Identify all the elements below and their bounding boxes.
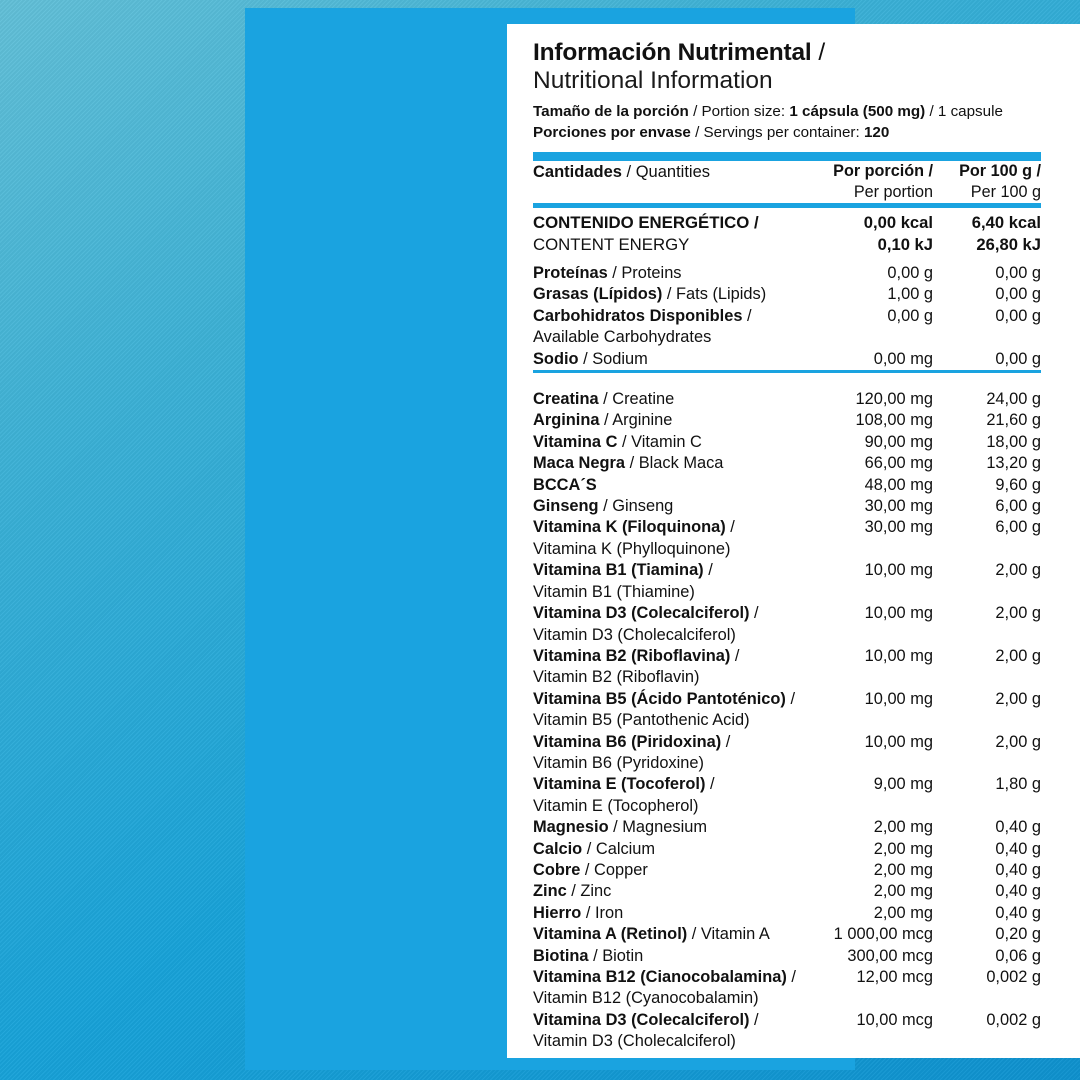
nutrient-name-es: Calcio [533,839,583,858]
nutrient-name-separator: / [588,946,603,965]
table-row [533,732,1041,775]
nutrient-name-es: Carbohidratos Disponibles [533,306,743,325]
nutrient-per-100g: 0,20 g [995,925,1041,944]
nutrient-name-separator: / [703,561,713,580]
nutrient-per-100g: 0,00 g [995,264,1041,282]
nutrient-per-portion: 2,00 mg [873,882,933,901]
energy-per-100g-kcal: 6,40 kcal [971,213,1041,232]
nutrient-name-en-line2: Vitamin B12 (Cyanocobalamin) [533,989,759,1008]
nutrient-per-portion: 48,00 mg [864,475,933,494]
table-row [533,774,1041,817]
nutrient-name [533,881,821,902]
label-header [533,38,1057,143]
nutrient-name-es: Ginseng [533,497,599,516]
table-row [533,967,1041,1010]
nutrient-name-en-line2: Vitamin D3 (Cholecalciferol) [533,625,736,644]
table-row [533,349,1041,370]
nutrient-per-portion: 10,00 mg [864,604,933,623]
nutrient-name-es: Vitamina D3 (Colecalciferol) [533,604,750,623]
nutrient-name-es: Biotina [533,946,589,965]
nutrient-name-en-line2: Available Carbohydrates [533,328,712,347]
nutrient-per-portion: 10,00 mg [864,689,933,708]
nutrient-name-es: Vitamina D3 (Colecalciferol) [533,1010,750,1029]
table-row [533,475,1041,496]
nutrient-name-separator: / [662,285,677,304]
per-portion-header [821,161,933,203]
nutrient-per-100g: 18,00 g [986,432,1041,451]
nutrient-name-es: Arginina [533,411,600,430]
nutrient-per-100g: 0,06 g [995,946,1041,965]
macros-body [533,263,1041,370]
nutrient-name [533,306,821,349]
title-english: Nutritional Information [533,67,773,94]
nutrient-name-en: Biotin [602,946,644,965]
nutrient-name-en: Creatine [612,390,675,409]
nutrient-name-separator: / [749,604,759,623]
nutrient-name [533,349,821,370]
nutrient-per-100g: 24,00 g [986,390,1041,409]
nutrient-per-portion: 12,00 mcg [856,968,933,986]
energy-per-100g [933,208,1041,256]
nutrient-per-portion: 90,00 mg [864,432,933,451]
nutrient-name-es: Sodio [533,349,579,368]
per-portion-header-en: Per portion [853,183,933,201]
per-100g-header-es: Por 100 g / [959,162,1041,180]
nutrient-name-separator: / [580,860,595,879]
nutrient-name [533,496,821,517]
nutrient-name-separator: / [607,264,622,282]
nutrient-per-100g: 9,60 g [995,475,1041,494]
table-row [533,881,1041,902]
nutrient-per-portion: 120,00 mg [855,390,933,409]
nutrient-name-separator: / [598,390,613,409]
nutrient-name-separator: / [730,646,740,665]
portion-size-label-en: / Portion size: [693,103,786,120]
nutrient-name-en: Vitamin A [700,925,770,944]
nutrient-per-portion: 0,00 mg [873,349,933,368]
nutrient-name-en-line2: Vitamin B2 (Riboflavin) [533,668,700,687]
nutrient-name [533,967,821,1010]
energy-name [533,208,821,256]
header-divider-thick [533,152,1041,161]
table-row [533,1010,1041,1053]
nutrients-body [533,389,1041,1053]
table-row [533,432,1041,453]
nutrient-name [533,860,821,881]
nutrient-name-separator: / [786,968,796,986]
per-portion-header-es: Por porción / [833,162,933,180]
blue-frame [245,8,1041,1070]
nutrient-name-separator: / [598,497,613,516]
servings-line [533,122,1057,143]
nutrient-per-portion: 1,00 g [887,285,933,304]
nutrient-per-portion: 10,00 mcg [856,1010,933,1029]
nutrient-name [533,389,821,410]
nutrient-name-es: BCCA´S [533,475,597,494]
nutrient-name-es: Vitamina B6 (Piridoxina) [533,732,722,751]
nutrient-per-100g: 0,40 g [995,882,1041,901]
table-row [533,603,1041,646]
nutrient-per-portion: 0,00 g [887,306,933,325]
nutrient-name [533,603,821,646]
nutrient-name [533,284,821,305]
nutrient-name-separator: / [625,454,639,473]
per-100g-header-en: Per 100 g [970,183,1041,201]
per-100g-header [933,161,1041,203]
portion-size-label-es: Tamaño de la porción [533,103,689,120]
nutrient-name-en: Iron [594,903,624,922]
nutrient-per-portion: 10,00 mg [864,561,933,580]
label-content [533,38,1057,1053]
nutrient-name-en-line2: Vitamin B5 (Pantothenic Acid) [533,711,750,730]
nutrient-per-portion: 1 000,00 mcg [833,925,933,944]
nutrient-name-es: Cobre [533,860,581,879]
table-row [533,839,1041,860]
nutrient-name-en: Fats (Lipids) [676,285,767,304]
nutrient-name-separator: / [749,1010,759,1029]
table-row [533,560,1041,603]
table-row [533,946,1041,967]
nutrient-per-100g: 13,20 g [986,454,1041,473]
nutrient-name-en: Ginseng [612,497,674,516]
table-row [533,410,1041,431]
nutrient-name-en: Proteins [621,264,682,282]
nutrient-name [533,263,821,284]
nutrient-name-separator: / [578,349,593,368]
nutrient-name [533,410,821,431]
nutrient-name [533,475,821,496]
nutrition-label-card [507,24,1080,1058]
nutrient-per-100g: 6,00 g [995,497,1041,516]
nutrient-name-separator: / [785,689,795,708]
table-row [533,496,1041,517]
table-row [533,306,1041,349]
table-header-row [533,161,1041,203]
title-slash: / [818,39,826,66]
energy-per-100g-kj: 26,80 kJ [976,235,1041,254]
nutrient-name-es: Vitamina C [533,432,618,451]
nutrient-name-es: Hierro [533,903,582,922]
table-row [533,517,1041,560]
table-row [533,263,1041,284]
quantities-header [533,161,821,203]
nutrient-name [533,774,821,817]
nutrient-name [533,432,821,453]
nutrient-name-en: Calcium [595,839,656,858]
table-row-energy [533,208,1041,256]
nutrient-name-es: Creatina [533,390,599,409]
nutrient-name-separator: / [687,925,701,944]
nutrient-name-en-line2: Vitamin D3 (Cholecalciferol) [533,1032,736,1051]
servings-label-es: Porciones por envase [533,124,691,141]
nutrient-name-separator: / [608,818,623,837]
nutrient-name [533,903,821,924]
portion-size-line [533,101,1057,122]
nutrient-per-100g: 0,00 g [995,306,1041,325]
nutrient-name-es: Vitamina B5 (Ácido Pantoténico) [533,689,786,708]
nutrient-name-es: Vitamina A (Retinol) [533,925,688,944]
nutrient-per-100g: 2,00 g [995,646,1041,665]
nutrient-per-portion: 30,00 mg [864,497,933,516]
nutrient-per-portion: 108,00 mg [855,411,933,430]
energy-per-portion-kcal: 0,00 kcal [863,213,933,232]
nutrient-name-es: Proteínas [533,264,608,282]
nutrient-per-portion: 9,00 mg [873,775,933,794]
nutrient-name [533,517,821,560]
nutrient-name-separator: / [581,903,595,922]
nutrient-name-es: Vitamina K (Filoquinona) [533,518,726,537]
portion-size-value-en: / 1 capsule [929,103,1003,120]
nutrient-name [533,839,821,860]
nutrient-per-portion: 2,00 mg [873,860,933,879]
energy-gap [533,256,1041,263]
nutrient-per-100g: 0,002 g [986,968,1041,986]
nutrient-name-separator: / [582,839,596,858]
nutrient-per-portion: 300,00 mcg [847,946,933,965]
nutrients-table [533,373,1041,1053]
nutrient-name-en-line2: Vitamina K (Phylloquinone) [533,539,731,558]
quantities-label-en: / Quantities [626,163,710,181]
servings-value: 120 [863,124,890,141]
table-row [533,453,1041,474]
nutrient-per-100g: 0,40 g [995,903,1041,922]
quantities-label-es: Cantidades [533,163,622,181]
nutrient-per-100g: 0,002 g [986,1010,1041,1029]
nutrient-name-es: Vitamina B12 (Cianocobalamina) [533,968,787,986]
table-row [533,284,1041,305]
nutrient-name-en: Black Maca [638,454,724,473]
nutrient-per-portion: 2,00 mg [873,903,933,922]
title-spanish: Información Nutrimental [533,39,812,66]
table-row [533,924,1041,945]
nutrient-name-en-line2: Vitamin B6 (Pyridoxine) [533,753,704,772]
nutrient-per-100g: 0,40 g [995,860,1041,879]
nutrient-per-100g: 0,00 g [995,285,1041,304]
nutrient-name-es: Zinc [533,882,567,901]
nutrient-per-100g: 2,00 g [995,561,1041,580]
nutrient-name-es: Maca Negra [533,454,626,473]
nutrient-per-portion: 30,00 mg [864,518,933,537]
nutrient-per-portion: 0,00 g [887,264,933,282]
nutrient-per-portion: 66,00 mg [864,454,933,473]
macros-table [533,208,1041,370]
energy-name-es: CONTENIDO ENERGÉTICO / [533,213,759,232]
nutrient-per-portion: 2,00 mg [873,839,933,858]
nutrient-name-separator: / [725,518,735,537]
energy-name-en: CONTENT ENERGY [533,235,690,254]
nutrient-name-en: Magnesium [622,818,707,837]
nutrient-name-separator: / [566,882,581,901]
nutrient-name-en: Sodium [592,349,648,368]
nutrient-name-en: Arginine [612,411,673,430]
nutrient-per-100g: 0,00 g [995,349,1041,368]
table-row [533,860,1041,881]
nutrient-name [533,560,821,603]
nutrient-name-en: Vitamin C [631,432,702,451]
nutrient-name-es: Magnesio [533,818,609,837]
nutrient-name-en-line2: Vitamin B1 (Thiamine) [533,582,695,601]
nutrient-name-separator: / [742,306,752,325]
nutrient-name-es: Vitamina E (Tocoferol) [533,775,706,794]
nutrient-per-100g: 6,00 g [995,518,1041,537]
serving-info [533,101,1057,143]
nutrient-per-100g: 2,00 g [995,689,1041,708]
energy-per-portion [821,208,933,256]
nutrient-per-portion: 2,00 mg [873,818,933,837]
table-row [533,817,1041,838]
nutrient-name-separator: / [705,775,715,794]
nutrient-name [533,453,821,474]
nutrient-per-portion: 10,00 mg [864,646,933,665]
nutrient-name-separator: / [617,432,632,451]
nutrient-name-en: Zinc [580,882,612,901]
nutrient-name [533,689,821,732]
nutrient-per-100g: 1,80 g [995,775,1041,794]
nutrient-name [533,732,821,775]
nutrient-name-es: Vitamina B2 (Riboflavina) [533,646,731,665]
portion-size-value-es: 1 cápsula (500 mg) [789,103,926,120]
nutrient-name [533,946,821,967]
table-row [533,389,1041,410]
nutrient-per-100g: 0,40 g [995,818,1041,837]
page-title [533,38,1057,68]
nutrient-name [533,817,821,838]
table-row [533,903,1041,924]
energy-per-portion-kj: 0,10 kJ [877,235,933,254]
nutrient-name [533,924,821,945]
table-row [533,646,1041,689]
servings-label-en: / Servings per container: [695,124,860,141]
nutrient-name [533,646,821,689]
nutrients-top-gap [533,373,1041,389]
nutrient-name-separator: / [599,411,613,430]
nutrient-name [533,1010,821,1053]
nutrition-table [533,161,1041,203]
nutrient-name-es: Vitamina B1 (Tiamina) [533,561,704,580]
nutrient-name-en: Copper [594,860,648,879]
nutrient-per-100g: 0,40 g [995,839,1041,858]
table-row [533,689,1041,732]
nutrient-per-100g: 21,60 g [986,411,1041,430]
nutrient-name-separator: / [721,732,731,751]
nutrient-per-portion: 10,00 mg [864,732,933,751]
nutrient-name-es: Grasas (Lípidos) [533,285,663,304]
nutrient-per-100g: 2,00 g [995,604,1041,623]
nutrient-per-100g: 2,00 g [995,732,1041,751]
nutrient-name-en-line2: Vitamin E (Tocopherol) [533,796,699,815]
